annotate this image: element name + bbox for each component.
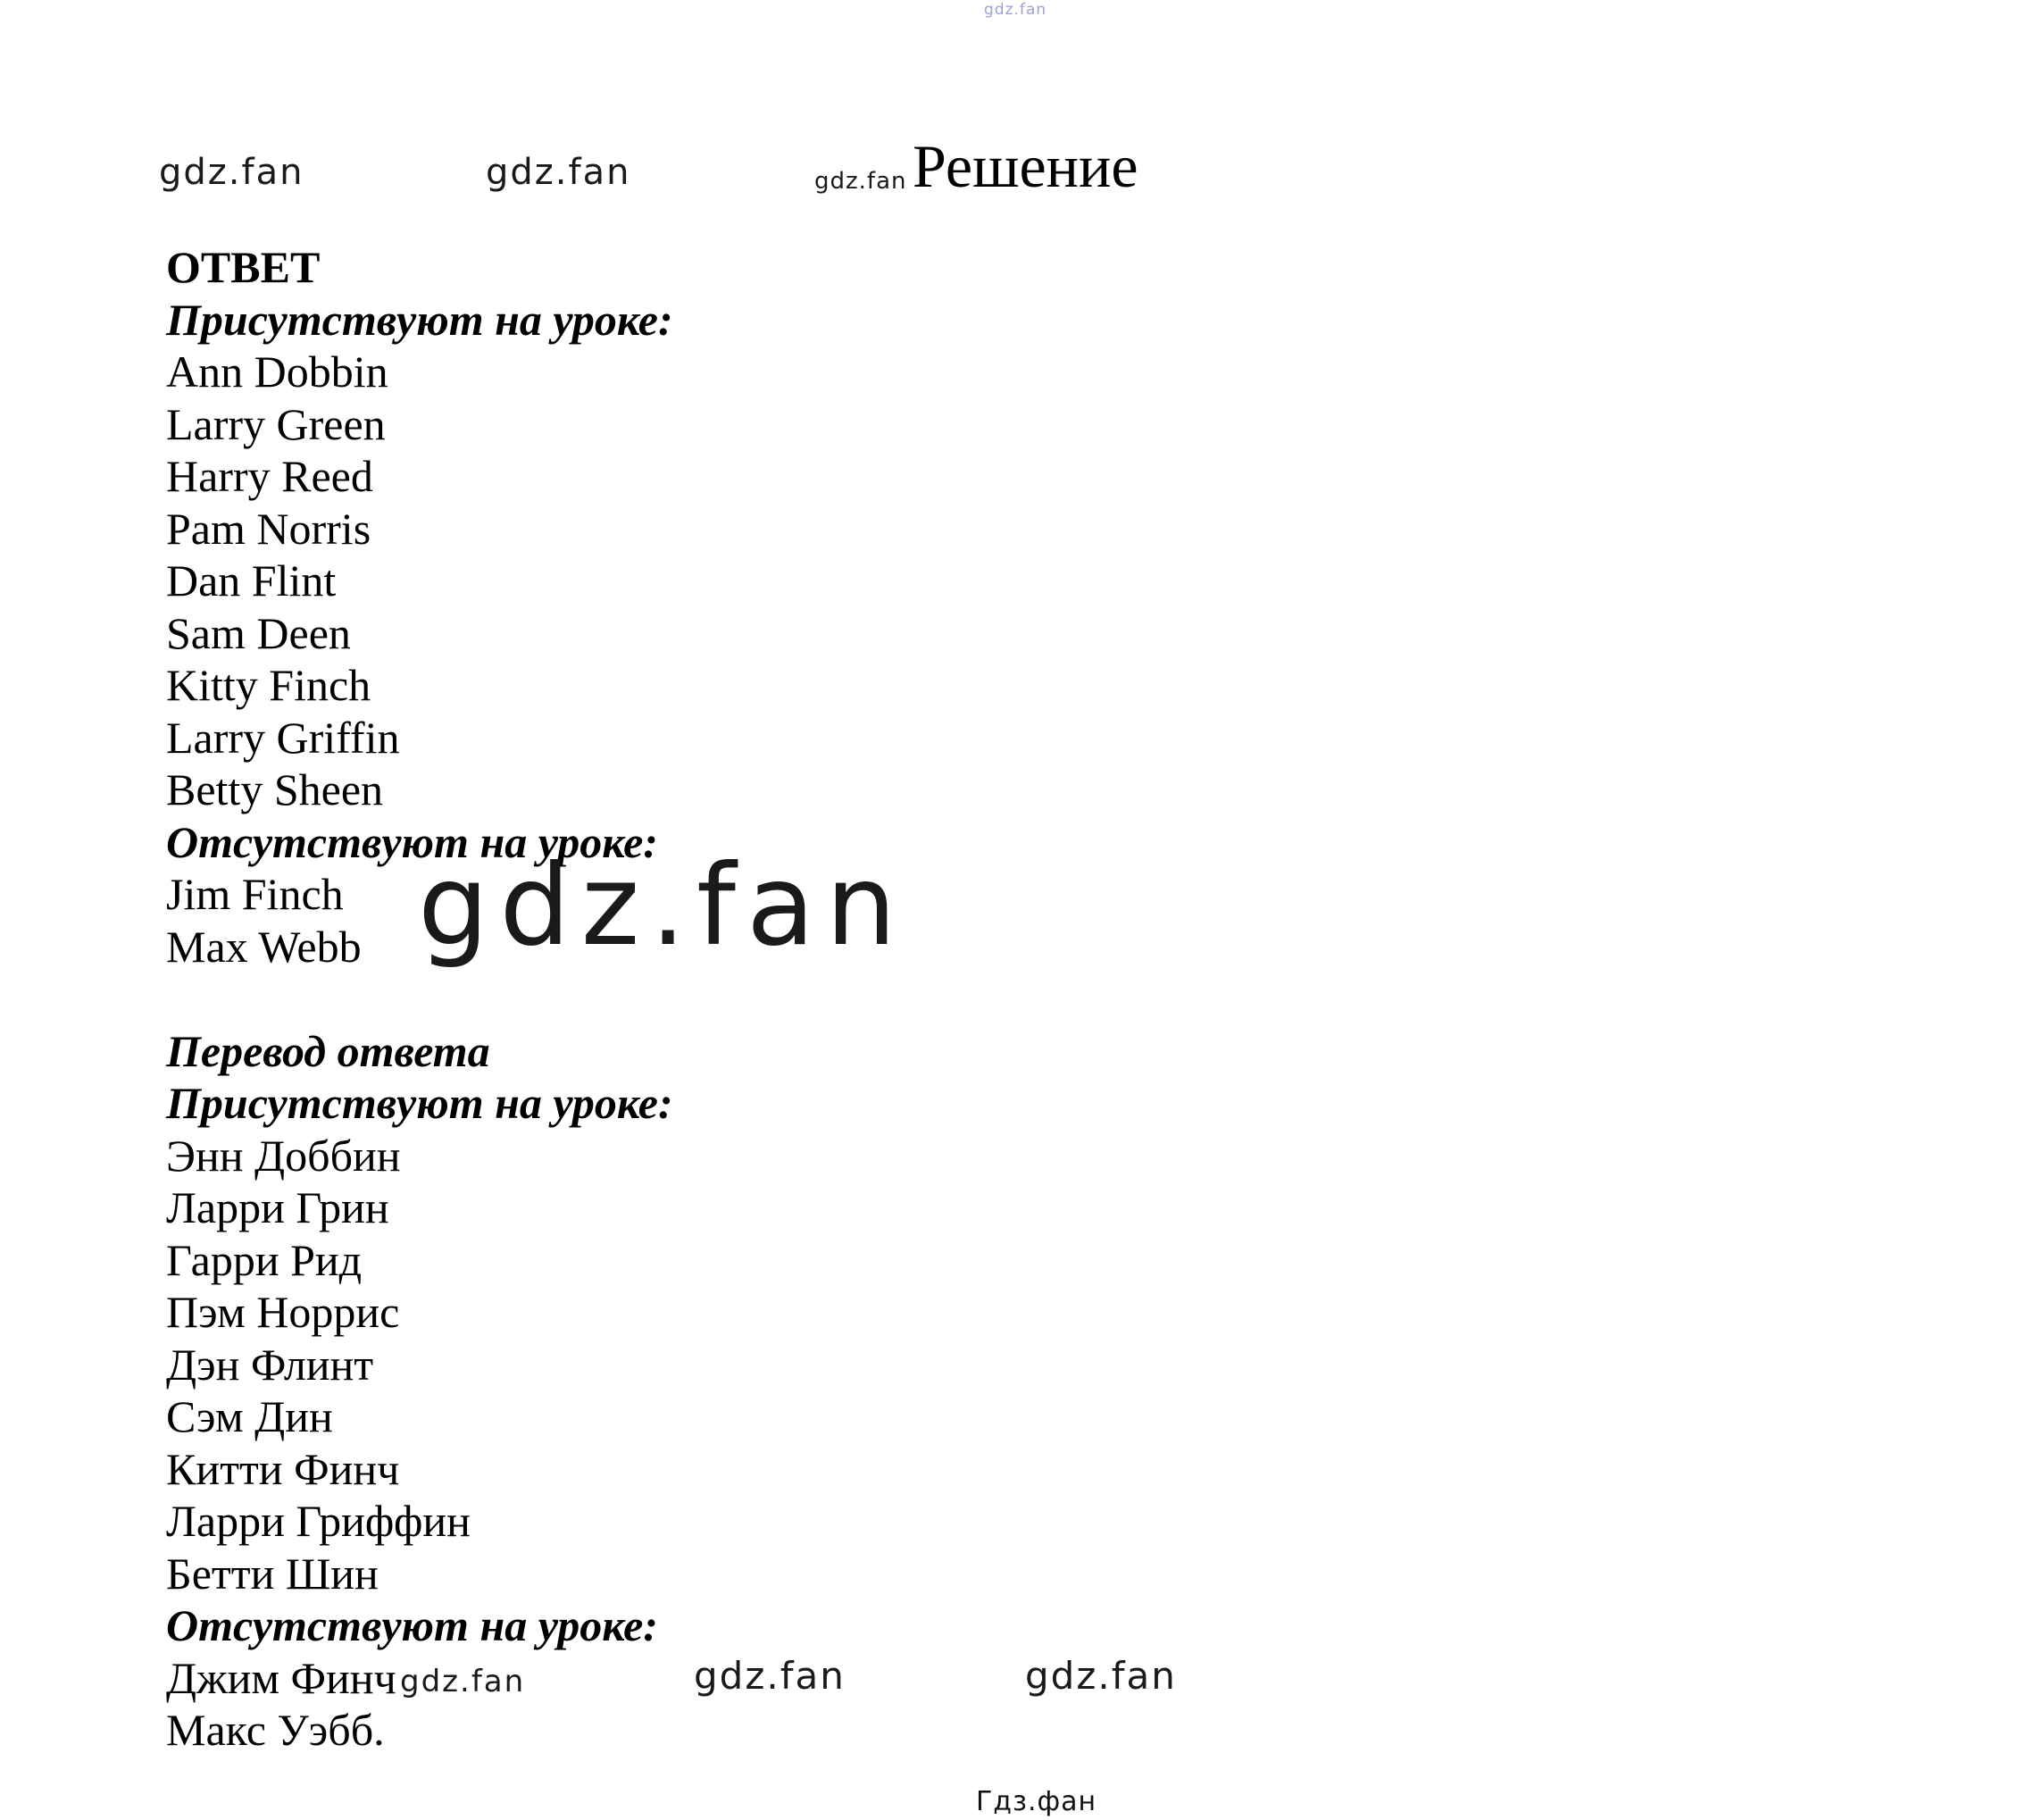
present-name: Betty Sheen: [166, 764, 384, 814]
watermark-bottom-left: gdz.fan: [694, 1654, 846, 1698]
present-name-ru: Сэм Дин: [166, 1391, 333, 1441]
present-name-ru: Пэм Норрис: [166, 1287, 400, 1337]
answer-heading: ОТВЕТ: [166, 242, 321, 292]
watermark-header-center: gdz.fan: [486, 152, 631, 193]
translation-heading: Перевод ответа: [166, 1025, 490, 1076]
absent-name: Max Webb: [166, 921, 362, 972]
present-name-ru: Китти Финч: [166, 1443, 400, 1494]
answer-present-label: Присутствуют на уроке:: [166, 294, 673, 345]
watermark-top: gdz.fan: [984, 1, 1047, 19]
footer-brand: Гдз.фан: [976, 1786, 1097, 1817]
present-name-ru: Гарри Рид: [166, 1234, 363, 1285]
present-name: Larry Griffin: [166, 712, 400, 763]
document-body: [166, 241, 673, 1757]
present-name: Kitty Finch: [166, 660, 371, 710]
watermark-big: gdz.fan: [418, 841, 907, 971]
absent-name-ru: Макс Уэбб.: [166, 1705, 385, 1755]
answer-absent-label: Отсутствуют на уроке:: [166, 816, 658, 867]
translation-absent-label: Отсутствуют на уроке:: [166, 1600, 658, 1650]
present-name: Harry Reed: [166, 451, 373, 501]
present-name: Dan Flint: [166, 555, 337, 605]
present-name: Pam Norris: [166, 503, 371, 554]
absent-name: Jim Finch: [166, 869, 344, 919]
watermark-header-small: gdz.fan: [814, 168, 907, 195]
page-title: Решение: [913, 132, 1138, 200]
absent-name-ru: Джим Финч: [166, 1652, 396, 1703]
watermark-inline: gdz.fan: [400, 1664, 526, 1699]
present-name: Sam Deen: [166, 607, 351, 658]
present-name: Ann Dobbin: [166, 346, 388, 397]
present-name-ru: Дэн Флинт: [166, 1339, 374, 1390]
watermark-header-left: gdz.fan: [159, 152, 304, 193]
present-name-ru: Ларри Грин: [166, 1182, 389, 1232]
present-name-ru: Ларри Гриффин: [166, 1496, 471, 1546]
present-name: Larry Green: [166, 398, 386, 449]
present-name-ru: Бетти Шин: [166, 1548, 379, 1599]
watermark-bottom-right: gdz.fan: [1025, 1654, 1177, 1698]
present-name-ru: Энн Доббин: [166, 1130, 401, 1181]
translation-present-label: Присутствуют на уроке:: [166, 1078, 673, 1128]
